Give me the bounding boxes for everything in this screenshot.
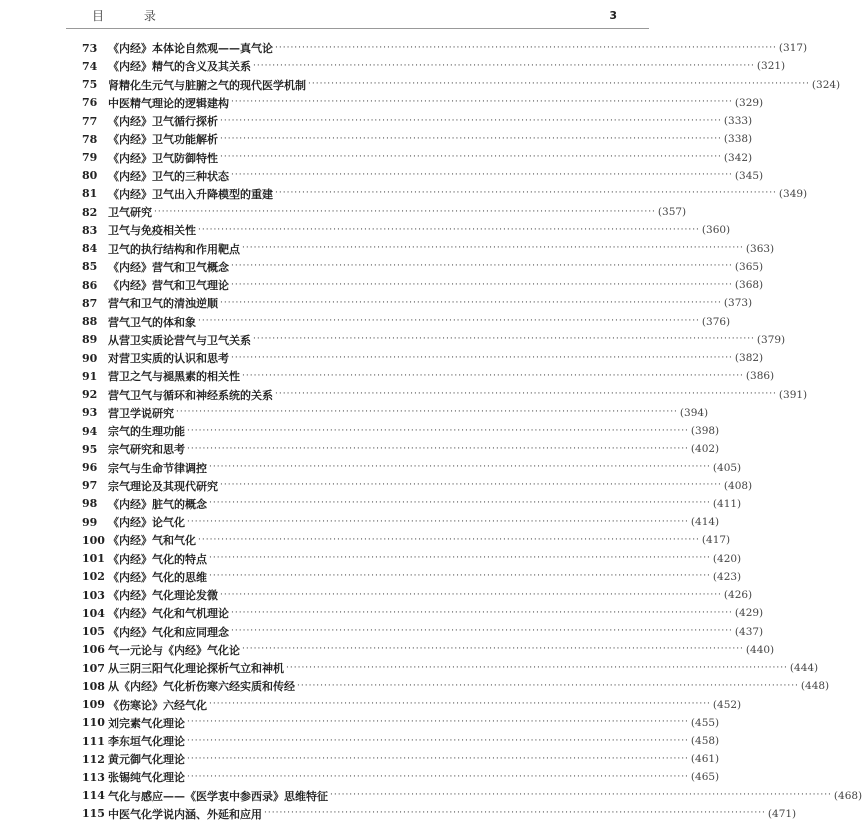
toc-entry-title[interactable]: 张锡纯气化理论 xyxy=(108,771,185,785)
toc-entry-page: (329) xyxy=(734,96,764,109)
toc-entry[interactable] xyxy=(82,331,786,349)
dot-leader xyxy=(187,772,689,783)
toc-entry-title[interactable]: 《内经》本体论自然观——真气论 xyxy=(108,42,273,56)
toc-entry[interactable] xyxy=(82,641,775,659)
toc-entry[interactable] xyxy=(82,39,808,57)
dot-leader xyxy=(154,207,656,218)
dot-leader xyxy=(220,152,722,163)
toc-entry-page: (333) xyxy=(723,115,753,128)
dot-leader xyxy=(297,681,799,692)
toc-entry-number: 102 xyxy=(82,570,105,584)
toc-entry-title[interactable]: 宗气与生命节律调控 xyxy=(108,461,207,475)
toc-entry-number: 109 xyxy=(82,698,105,712)
toc-entry[interactable] xyxy=(82,550,742,568)
toc-entry-title[interactable]: 《内经》论气化 xyxy=(108,516,185,530)
toc-entry-title[interactable]: 《内经》营气和卫气理论 xyxy=(108,279,229,293)
toc-entry-page: (349) xyxy=(778,187,808,200)
dot-leader xyxy=(231,626,733,637)
toc-entry-title[interactable]: 《内经》营气和卫气概念 xyxy=(108,260,229,274)
toc-entry-title[interactable]: 卫气与免疫相关性 xyxy=(108,224,196,238)
toc-entry-title[interactable]: 《内经》精气的含义及其关系 xyxy=(108,60,251,74)
toc-entry-number: 93 xyxy=(82,406,98,420)
toc-entry-page: (376) xyxy=(701,315,731,328)
toc-entry-title[interactable]: 《内经》气和气化 xyxy=(108,534,196,548)
toc-entry-number: 74 xyxy=(82,59,98,73)
dot-leader xyxy=(253,334,755,345)
dot-leader xyxy=(220,134,722,145)
dot-leader xyxy=(198,535,700,546)
toc-entry[interactable] xyxy=(82,422,720,440)
toc-entry-page: (440) xyxy=(745,643,775,656)
dot-leader xyxy=(187,754,689,765)
dot-leader xyxy=(330,790,832,801)
toc-entry-page: (373) xyxy=(723,297,753,310)
toc-entry-page: (455) xyxy=(690,716,720,729)
table-of-contents xyxy=(82,39,862,823)
dot-leader xyxy=(187,517,689,528)
dot-leader xyxy=(275,389,777,400)
toc-entry-title[interactable]: 黄元御气化理论 xyxy=(108,753,185,767)
toc-entry-page: (461) xyxy=(690,753,720,766)
toc-entry[interactable] xyxy=(82,294,753,312)
toc-entry-number: 88 xyxy=(82,315,98,329)
toc-entry-number: 89 xyxy=(82,333,98,347)
toc-entry-number: 81 xyxy=(82,187,98,201)
dot-leader xyxy=(209,462,711,473)
toc-entry[interactable] xyxy=(82,349,764,367)
toc-entry-number: 82 xyxy=(82,205,98,219)
toc-entry-page: (342) xyxy=(723,151,753,164)
toc-entry-page: (414) xyxy=(690,516,720,529)
dot-leader xyxy=(220,298,722,309)
toc-entry-page: (468) xyxy=(833,789,862,802)
toc-entry[interactable] xyxy=(82,240,775,258)
toc-entry-title[interactable]: 《内经》卫气的三种状态 xyxy=(108,169,229,183)
toc-entry-title[interactable]: 对营卫实质的认识和思考 xyxy=(108,352,229,366)
dot-leader xyxy=(187,426,689,437)
toc-entry-title[interactable]: 营气卫气的体和象 xyxy=(108,315,196,329)
toc-entry[interactable] xyxy=(82,458,742,476)
toc-entry[interactable] xyxy=(82,568,742,586)
toc-entry[interactable] xyxy=(82,695,742,713)
toc-entry[interactable] xyxy=(82,805,797,823)
toc-entry[interactable] xyxy=(82,313,731,331)
toc-entry-title[interactable]: 营卫学说研究 xyxy=(108,406,174,420)
toc-entry-page: (420) xyxy=(712,552,742,565)
toc-entry-page: (402) xyxy=(690,443,720,456)
toc-entry-page: (321) xyxy=(756,60,786,73)
toc-entry-number: 78 xyxy=(82,132,98,146)
toc-entry-title[interactable]: 《内经》脏气的概念 xyxy=(108,497,207,511)
toc-entry-number: 111 xyxy=(82,734,105,748)
toc-entry[interactable] xyxy=(82,258,764,276)
toc-entry[interactable] xyxy=(82,586,753,604)
toc-entry-number: 100 xyxy=(82,533,105,547)
dot-leader xyxy=(231,608,733,619)
toc-entry-page: (394) xyxy=(679,406,709,419)
dot-leader xyxy=(275,188,777,199)
toc-entry[interactable] xyxy=(82,203,687,221)
toc-entry-page: (324) xyxy=(811,78,841,91)
toc-entry-number: 98 xyxy=(82,497,98,511)
dot-leader xyxy=(209,571,711,582)
toc-entry-page: (437) xyxy=(734,625,764,638)
toc-entry-page: (386) xyxy=(745,370,775,383)
toc-entry-page: (345) xyxy=(734,169,764,182)
toc-entry-page: (452) xyxy=(712,698,742,711)
toc-entry-number: 80 xyxy=(82,169,98,183)
toc-entry-number: 84 xyxy=(82,242,98,256)
dot-leader xyxy=(209,498,711,509)
toc-entry-page: (408) xyxy=(723,479,753,492)
toc-entry-number: 103 xyxy=(82,588,105,602)
toc-entry-title[interactable]: 气化与感应——《医学衷中参西录》思维特征 xyxy=(108,789,328,803)
toc-entry-number: 115 xyxy=(82,807,105,821)
toc-entry-page: (471) xyxy=(767,807,797,820)
dot-leader xyxy=(308,79,810,90)
toc-entry-title[interactable]: 宗气研究和思考 xyxy=(108,443,185,457)
dot-leader xyxy=(220,480,722,491)
toc-entry-number: 77 xyxy=(82,114,98,128)
toc-entry[interactable] xyxy=(82,677,830,695)
dot-leader xyxy=(187,444,689,455)
toc-entry-number: 79 xyxy=(82,151,98,165)
toc-entry[interactable] xyxy=(82,276,764,294)
toc-entry-number: 91 xyxy=(82,369,98,383)
toc-entry-page: (391) xyxy=(778,388,808,401)
toc-entry-title[interactable]: 《内经》气化和气机理论 xyxy=(108,607,229,621)
toc-entry-number: 73 xyxy=(82,41,98,55)
toc-entry-number: 75 xyxy=(82,78,98,92)
toc-entry-title[interactable]: 宗气的生理功能 xyxy=(108,425,185,439)
toc-entry-title[interactable]: 《内经》气化理论发微 xyxy=(108,589,218,603)
toc-entry[interactable] xyxy=(82,732,720,750)
toc-entry[interactable] xyxy=(82,112,753,130)
dot-leader xyxy=(231,261,733,272)
toc-entry-page: (398) xyxy=(690,425,720,438)
toc-entry-number: 96 xyxy=(82,461,98,474)
dot-leader xyxy=(176,407,678,418)
toc-entry[interactable] xyxy=(82,750,720,768)
toc-entry-title[interactable]: 《伤寒论》六经气化 xyxy=(108,698,207,712)
toc-entry[interactable] xyxy=(82,513,720,531)
toc-entry-page: (357) xyxy=(657,206,687,219)
toc-entry[interactable] xyxy=(82,367,775,385)
dot-leader xyxy=(209,553,711,564)
toc-entry-number: 86 xyxy=(82,278,98,292)
toc-entry-page: (317) xyxy=(778,42,808,55)
toc-entry-title[interactable]: 李东垣气化理论 xyxy=(108,735,185,749)
dot-leader xyxy=(242,243,744,254)
toc-entry-number: 104 xyxy=(82,606,105,620)
toc-entry-number: 107 xyxy=(82,661,105,675)
toc-entry-title[interactable]: 卫气研究 xyxy=(108,206,152,220)
dot-leader xyxy=(187,736,689,747)
toc-entry[interactable] xyxy=(82,604,764,622)
toc-entry-number: 114 xyxy=(82,789,105,803)
toc-entry-number: 113 xyxy=(82,770,105,784)
toc-entry-page: (382) xyxy=(734,352,764,365)
toc-entry-title[interactable]: 刘完素气化理论 xyxy=(108,716,185,730)
toc-entry-number: 85 xyxy=(82,260,98,274)
toc-entry-page: (379) xyxy=(756,333,786,346)
toc-entry-title[interactable]: 《内经》气化和应同理念 xyxy=(108,625,229,639)
toc-entry-title[interactable]: 从三阴三阳气化理论探析气立和神机 xyxy=(108,662,284,676)
toc-entry-number: 95 xyxy=(82,442,98,456)
toc-entry[interactable] xyxy=(82,75,841,93)
page-title: 目 录 xyxy=(92,9,174,23)
toc-entry-title[interactable]: 《内经》气化的特点 xyxy=(108,552,207,566)
toc-entry-title[interactable]: 气一元论与《内经》气化论 xyxy=(108,643,240,657)
toc-entry-title[interactable]: 从营卫实质论营气与卫气关系 xyxy=(108,333,251,347)
toc-entry-title[interactable]: 肾精化生元气与脏腑之气的现代医学机制 xyxy=(108,78,306,92)
toc-entry-page: (444) xyxy=(789,662,819,675)
toc-entry-title[interactable]: 营气和卫气的清浊逆顺 xyxy=(108,297,218,311)
toc-entry-number: 101 xyxy=(82,552,105,566)
toc-entry-page: (448) xyxy=(800,680,830,693)
toc-entry-number: 110 xyxy=(82,716,105,730)
dot-leader xyxy=(187,717,689,728)
toc-entry[interactable] xyxy=(82,714,720,732)
toc-entry-number: 92 xyxy=(82,388,98,402)
toc-entry-title[interactable]: 宗气理论及其现代研究 xyxy=(108,479,218,493)
toc-entry-page: (429) xyxy=(734,607,764,620)
toc-entry[interactable] xyxy=(82,148,753,166)
header-divider xyxy=(66,28,649,29)
toc-entry-title[interactable]: 从《内经》气化析伤寒六经实质和传经 xyxy=(108,680,295,694)
toc-entry[interactable] xyxy=(82,385,808,403)
dot-leader xyxy=(253,61,755,72)
toc-entry[interactable] xyxy=(82,768,720,786)
toc-entry-title[interactable]: 营气卫气与循环和神经系统的关系 xyxy=(108,388,273,402)
toc-entry[interactable] xyxy=(82,185,808,203)
toc-entry[interactable] xyxy=(82,440,720,458)
dot-leader xyxy=(242,644,744,655)
toc-entry-number: 108 xyxy=(82,679,105,693)
toc-entry[interactable] xyxy=(82,659,819,677)
toc-entry[interactable] xyxy=(82,787,862,805)
dot-leader xyxy=(220,116,722,127)
toc-entry-number: 90 xyxy=(82,351,98,365)
dot-leader xyxy=(231,353,733,364)
toc-entry-title[interactable]: 中医气化学说内涵、外延和应用 xyxy=(108,807,262,821)
dot-leader xyxy=(242,371,744,382)
dot-leader xyxy=(220,590,722,601)
page-number: 3 xyxy=(609,9,617,22)
toc-entry-page: (417) xyxy=(701,534,731,547)
toc-entry-page: (405) xyxy=(712,461,742,474)
toc-entry[interactable] xyxy=(82,495,742,513)
dot-leader xyxy=(198,316,700,327)
toc-entry-title[interactable]: 卫气的执行结构和作用靶点 xyxy=(108,242,240,256)
toc-entry-title[interactable]: 《内经》卫气防御特性 xyxy=(108,151,218,165)
dot-leader xyxy=(231,280,733,291)
toc-entry-page: (363) xyxy=(745,242,775,255)
toc-entry[interactable] xyxy=(82,130,753,148)
toc-entry-number: 97 xyxy=(82,479,98,493)
toc-entry-page: (465) xyxy=(690,771,720,784)
toc-entry-number: 99 xyxy=(82,515,98,529)
toc-entry-number: 94 xyxy=(82,424,98,438)
toc-entry[interactable] xyxy=(82,167,764,185)
dot-leader xyxy=(209,699,711,710)
toc-entry-number: 112 xyxy=(82,752,105,766)
toc-entry-title[interactable]: 营卫之气与褪黑素的相关性 xyxy=(108,370,240,384)
toc-entry[interactable] xyxy=(82,57,786,75)
dot-leader xyxy=(275,43,777,54)
page-header xyxy=(0,0,715,32)
dot-leader xyxy=(198,225,700,236)
toc-entry-page: (423) xyxy=(712,570,742,583)
toc-entry-page: (411) xyxy=(712,497,742,510)
toc-entry[interactable] xyxy=(82,477,753,495)
toc-entry-number: 106 xyxy=(82,643,105,657)
toc-entry[interactable] xyxy=(82,623,764,641)
toc-entry[interactable] xyxy=(82,221,731,239)
toc-entry-title[interactable]: 《内经》卫气循行探析 xyxy=(108,115,218,129)
toc-entry[interactable] xyxy=(82,94,764,112)
toc-entry-title[interactable]: 《内经》卫气出入升降模型的重建 xyxy=(108,187,273,201)
toc-entry-number: 83 xyxy=(82,223,98,237)
toc-entry-page: (458) xyxy=(690,735,720,748)
toc-entry-number: 87 xyxy=(82,296,98,310)
toc-entry[interactable] xyxy=(82,531,731,549)
dot-leader xyxy=(264,808,766,819)
toc-entry-title[interactable]: 中医精气理论的逻辑建构 xyxy=(108,96,229,110)
dot-leader xyxy=(231,170,733,181)
toc-entry-page: (368) xyxy=(734,279,764,292)
toc-entry-page: (338) xyxy=(723,133,753,146)
dot-leader xyxy=(231,97,733,108)
toc-entry-page: (365) xyxy=(734,260,764,273)
dot-leader xyxy=(286,663,788,674)
toc-entry-page: (360) xyxy=(701,224,731,237)
toc-entry-title[interactable]: 《内经》气化的思维 xyxy=(108,570,207,584)
toc-entry[interactable] xyxy=(82,404,709,422)
toc-entry-number: 76 xyxy=(82,96,98,110)
toc-entry-page: (426) xyxy=(723,589,753,602)
toc-entry-number: 105 xyxy=(82,625,105,639)
toc-entry-title[interactable]: 《内经》卫气功能解析 xyxy=(108,133,218,147)
